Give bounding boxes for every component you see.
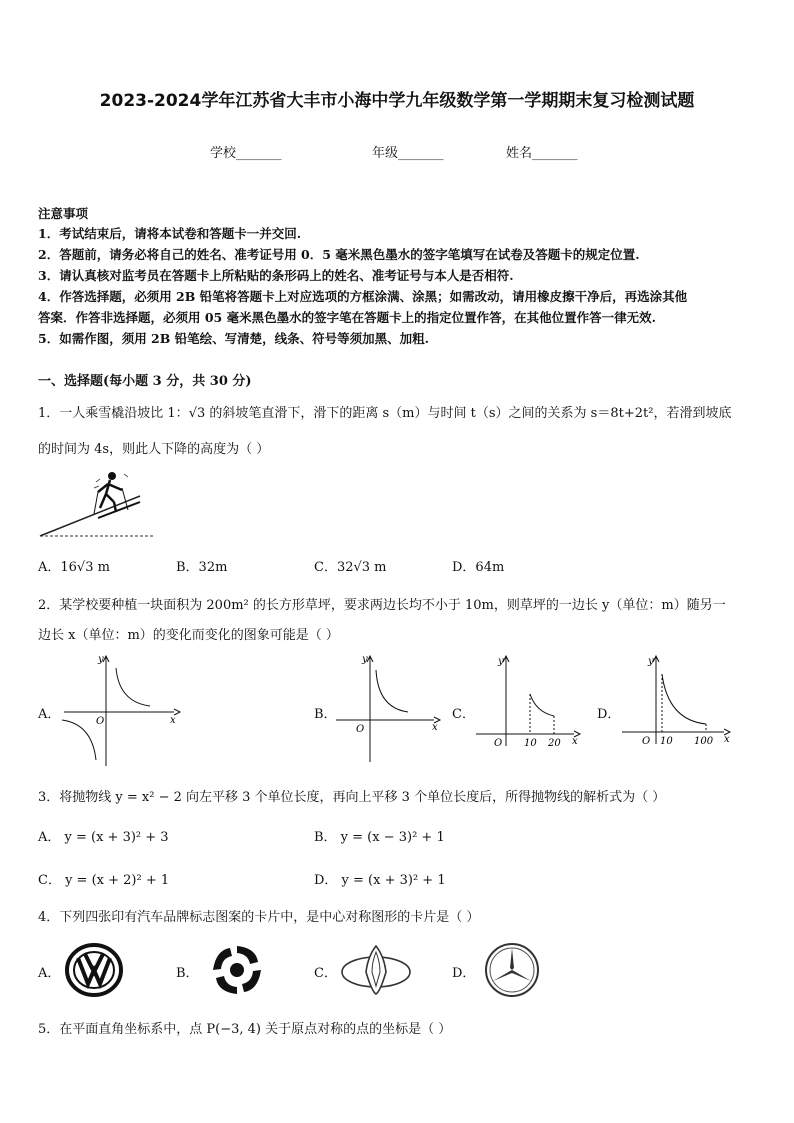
origin-label: O — [356, 724, 365, 735]
q2-label-a: A． — [38, 707, 61, 722]
x-axis-label: x — [724, 734, 730, 745]
y-axis-label: y — [648, 656, 654, 667]
y-axis-label: y — [498, 656, 504, 667]
notice-item: 3．请认真核对监考员在答题卡上所粘贴的条形码上的姓名、准考证号与本人是否相符. — [38, 268, 514, 283]
school-field: 学校_______ — [210, 146, 282, 161]
x-axis-label: x — [572, 736, 578, 747]
q4-label-a: A． — [38, 966, 61, 981]
q2-graph-b — [330, 650, 445, 765]
q2-line1: 2．某学校要种植一块面积为 200m² 的长方形草坪，要求两边长均不小于 10m，则草坪的一边长 y（单位：m）随另一 — [38, 598, 726, 613]
q1-option-c: C．32√3 m — [314, 560, 387, 575]
exam-title: 2023-2024学年江苏省大丰市小海中学九年级数学第一学期期末复习检测试题 — [99, 91, 695, 111]
crest-logo-icon — [338, 942, 414, 998]
q3-option-d: D． y = (x + 3)² + 1 — [314, 873, 446, 888]
notice-item: 2．答题前，请务必将自己的姓名、准考证号用 0．5 毫米黑色墨水的签字笔填写在试卷及答题卡的规定位置. — [38, 247, 640, 262]
q4-label-b: B． — [176, 966, 199, 981]
tick-label: 10 — [524, 738, 537, 749]
notice-item: 1．考试结束后，请将本试卷和答题卡一并交回. — [38, 226, 302, 241]
swirl-logo-icon — [206, 940, 268, 1000]
q3-line: 3．将抛物线 y = x² − 2 向左平移 3 个单位长度，再向上平移 3 个单位长度后，所得抛物线的解析式为（ ） — [38, 790, 666, 805]
name-field: 姓名_______ — [506, 146, 578, 161]
q1-line2: 的时间为 4s，则此人下降的高度为（ ） — [38, 442, 270, 457]
three-point-star-logo-icon — [482, 940, 542, 1000]
notice-item: 4．作答选择题，必须用 2B 铅笔将答题卡上对应选项的方框涂满、涂黑；如需改动，请用橡皮擦干净后，再选涂其他 — [38, 289, 688, 304]
origin-label: O — [96, 716, 105, 727]
tick-label: 100 — [694, 736, 714, 747]
q2-label-d: D． — [597, 707, 621, 722]
y-axis-label: y — [98, 654, 104, 665]
q3-option-b: B． y = (x − 3)² + 1 — [314, 830, 445, 845]
q4-label-d: D． — [452, 966, 476, 981]
y-axis-label: y — [362, 654, 368, 665]
q1-option-b: B．32m — [176, 560, 228, 575]
notice-item: 答案．作答非选择题，必须用 05 毫米黑色墨水的签字笔在答题卡上的指定位置作答，在其他位置作答一律无效. — [38, 310, 656, 325]
origin-label: O — [494, 738, 503, 749]
q3-option-c: C． y = (x + 2)² + 1 — [38, 873, 170, 888]
notice-item: 5．如需作图，须用 2B 铅笔绘、写清楚，线条、符号等须加黑、加粗. — [38, 331, 430, 346]
origin-label: O — [642, 736, 651, 747]
q2-graph-c — [470, 650, 585, 750]
tick-label: 10 — [660, 736, 673, 747]
q3-option-a: A． y = (x + 3)² + 3 — [38, 830, 169, 845]
x-axis-label: x — [170, 715, 176, 726]
q4-line: 4．下列四张印有汽车品牌标志图案的卡片中，是中心对称图形的卡片是（ ） — [38, 910, 480, 925]
q1-text-b: 的斜坡笔直滑下，滑下的距离 s（m）与时间 t（s）之间的关系为 s＝8t+2t²，若滑到坡底 — [205, 406, 732, 421]
q4-label-c: C． — [314, 966, 337, 981]
notice-heading: 注意事项 — [38, 206, 89, 221]
q1-option-a: A．16√3 m — [38, 560, 110, 575]
x-axis-label: x — [432, 722, 438, 733]
q2-line2: 边长 x（单位：m）的变化而变化的图象可能是（ ） — [38, 628, 339, 643]
q2-graph-d — [618, 650, 736, 750]
tick-label: 20 — [548, 738, 561, 749]
grade-field: 年级_______ — [372, 146, 444, 161]
q1-text-a: 1．一人乘雪橇沿坡比 1： — [38, 406, 189, 421]
q2-label-c: C． — [452, 707, 475, 722]
q1-sqrt: √3 — [188, 406, 206, 421]
q1-option-d: D．64m — [452, 560, 505, 575]
skier-slope-figure — [36, 462, 166, 542]
section-heading: 一、选择题(每小题 3 分，共 30 分) — [38, 374, 252, 389]
q2-graph-a — [56, 650, 186, 770]
vw-logo-icon — [64, 942, 124, 998]
q1-line1 — [38, 402, 731, 421]
q2-label-b: B． — [314, 707, 337, 722]
q5-line: 5．在平面直角坐标系中，点 P(−3, 4) 关于原点对称的点的坐标是（ ） — [38, 1022, 452, 1037]
